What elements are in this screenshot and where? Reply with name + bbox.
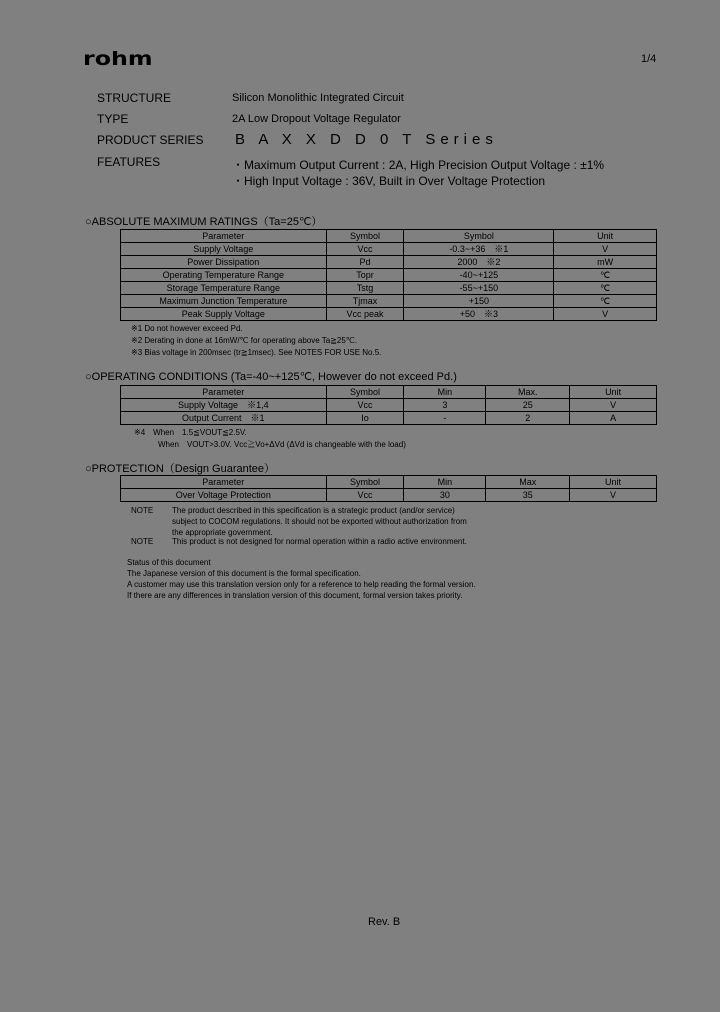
status-title: Status of this document — [127, 558, 211, 567]
table-cell: 2 — [486, 412, 570, 425]
header-cell: Parameter — [121, 230, 327, 243]
table-cell: Operating Temperature Range — [121, 269, 327, 282]
status-line-3: If there are any differences in translation version of this document, formal version takes priority. — [127, 591, 463, 600]
feature-2: ・High Input Voltage : 36V, Built in Over Voltage Protection — [232, 174, 546, 188]
abs-max-table — [120, 229, 657, 321]
table-cell: V — [570, 399, 657, 412]
table-cell: Maximum Junction Temperature — [121, 295, 327, 308]
op-cond-table — [120, 385, 657, 425]
revision-label: Rev. B — [368, 916, 401, 928]
table-row — [121, 282, 657, 295]
status-line-2: A customer may use this translation version only for a reference to help reading the formal version. — [127, 580, 476, 589]
page-number: 1/4 — [641, 53, 657, 65]
header-cell: Symbol — [326, 230, 404, 243]
series-value: B A X X D D 0 T Series — [235, 131, 498, 148]
table-cell: 3 — [404, 399, 486, 412]
header-cell: Symbol — [404, 230, 554, 243]
table-cell: Tjmax — [326, 295, 404, 308]
table-cell: Tstg — [326, 282, 404, 295]
table-cell: mW — [554, 256, 657, 269]
abs-max-title: ○ABSOLUTE MAXIMUM RATINGS（Ta=25℃） — [85, 216, 323, 228]
table-cell: 30 — [404, 489, 486, 502]
abs-max-note-1: ※1 Do not however exceed Pd. — [131, 324, 243, 333]
table-row — [121, 295, 657, 308]
table-cell: Over Voltage Protection — [121, 489, 327, 502]
header-cell: Unit — [554, 230, 657, 243]
table-cell: 2000 ※2 — [404, 256, 554, 269]
table-cell: Storage Temperature Range — [121, 282, 327, 295]
table-cell: -40~+125 — [404, 269, 554, 282]
op-cond-title: ○OPERATING CONDITIONS (Ta=-40~+125℃, However do not exceed Pd.) — [85, 371, 457, 383]
table-cell: Supply Voltage ※1,4 — [121, 399, 327, 412]
table-cell: Topr — [326, 269, 404, 282]
header-cell: Unit — [570, 386, 657, 399]
table-header-row — [121, 386, 657, 399]
table-cell: V — [570, 489, 657, 502]
table-row — [121, 256, 657, 269]
table-cell: +150 — [404, 295, 554, 308]
table-cell: ℃ — [554, 295, 657, 308]
header-cell: Min — [404, 476, 486, 489]
table-cell: Vcc — [326, 243, 404, 256]
table-cell: 25 — [486, 399, 570, 412]
table-cell: Supply Voltage — [121, 243, 327, 256]
table-row — [121, 308, 657, 321]
structure-label: STRUCTURE — [97, 91, 171, 105]
op-cond-note-1: ※4 When 1.5≦VOUT≦2.5V. — [134, 428, 247, 437]
table-cell: -55~+150 — [404, 282, 554, 295]
table-cell: -0.3~+36 ※1 — [404, 243, 554, 256]
status-line-1: The Japanese version of this document is the formal specification. — [127, 569, 361, 578]
type-label: TYPE — [97, 112, 129, 126]
table-cell: Vcc — [326, 489, 404, 502]
table-cell: Vcc — [326, 399, 404, 412]
header-cell: Parameter — [121, 386, 327, 399]
series-label: PRODUCT SERIES — [97, 133, 204, 147]
table-cell: V — [554, 243, 657, 256]
header-cell: Symbol — [326, 476, 404, 489]
protection-table — [120, 475, 657, 502]
table-row — [121, 489, 657, 502]
note-text-1c: the appropriate government. — [172, 528, 273, 537]
protection-title: ○PROTECTION（Design Guarantee） — [85, 463, 276, 475]
table-cell: +50 ※3 — [404, 308, 554, 321]
table-row — [121, 269, 657, 282]
structure-value: Silicon Monolithic Integrated Circuit — [232, 92, 404, 104]
header-cell: Max — [486, 476, 570, 489]
header-cell: Symbol — [326, 386, 404, 399]
note-label-1: NOTE — [131, 506, 154, 515]
header-cell: Parameter — [121, 476, 327, 489]
table-cell: Io — [326, 412, 404, 425]
table-cell: Output Current ※1 — [121, 412, 327, 425]
table-cell: Power Dissipation — [121, 256, 327, 269]
table-row — [121, 412, 657, 425]
table-cell: 35 — [486, 489, 570, 502]
table-cell: Vcc peak — [326, 308, 404, 321]
table-cell: A — [570, 412, 657, 425]
abs-max-note-2: ※2 Derating in done at 16mW/℃ for operating above Ta≧25℃. — [131, 336, 358, 345]
table-cell: ℃ — [554, 282, 657, 295]
note-text-2: This product is not designed for normal operation within a radio active environment. — [172, 537, 467, 546]
features-label: FEATURES — [97, 155, 161, 169]
note-text-1a: The product described in this specification is a strategic product (and/or service) — [172, 506, 455, 515]
header-cell: Max. — [486, 386, 570, 399]
note-text-1b: subject to COCOM regulations. It should not be exported without authorization from — [172, 517, 467, 526]
abs-max-note-3: ※3 Bias voltage in 200msec (tr≧1msec). See NOTES FOR USE No.5. — [131, 348, 382, 357]
type-value: 2A Low Dropout Voltage Regulator — [232, 113, 401, 125]
table-row — [121, 399, 657, 412]
table-cell: V — [554, 308, 657, 321]
header-cell: Min — [404, 386, 486, 399]
table-cell: - — [404, 412, 486, 425]
feature-1: ・Maximum Output Current : 2A, High Precision Output Voltage : ±1% — [232, 158, 605, 172]
op-cond-note-2: When VOUT>3.0V. Vcc≧Vo+ΔVd (ΔVd is changeable with the load) — [158, 440, 406, 449]
table-cell: ℃ — [554, 269, 657, 282]
note-label-2: NOTE — [131, 537, 154, 546]
table-row — [121, 243, 657, 256]
table-header-row — [121, 230, 657, 243]
header-cell: Unit — [570, 476, 657, 489]
rohm-logo: rohm — [83, 48, 153, 70]
table-cell: Pd — [326, 256, 404, 269]
table-cell: Peak Supply Voltage — [121, 308, 327, 321]
table-header-row — [121, 476, 657, 489]
